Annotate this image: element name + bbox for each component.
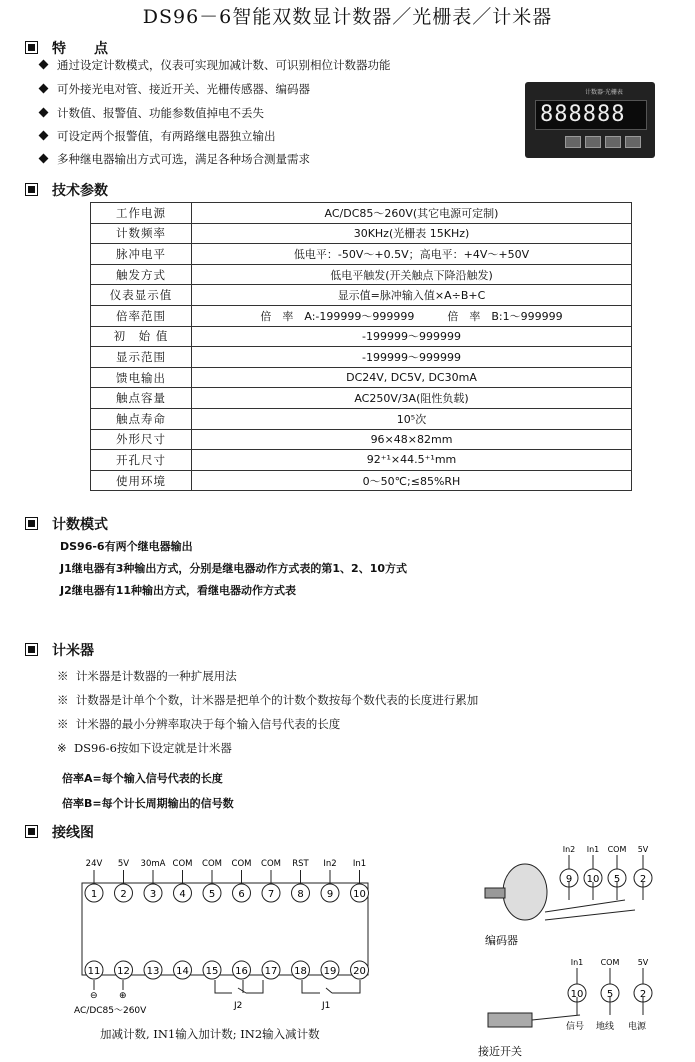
spec-row: [91, 203, 632, 224]
terminal-top-number: 6: [238, 889, 245, 900]
proximity-terminal-number: 10: [570, 989, 584, 1000]
proximity-pin-label: 5V: [637, 958, 649, 967]
spec-row: [91, 244, 632, 265]
terminal-bottom-number: 14: [176, 966, 189, 977]
encoder-shaft: [485, 888, 505, 898]
feature-item: 可设定两个报警值，有两路继电器独立输出: [40, 128, 276, 144]
spec-key: 触点寿命: [91, 408, 192, 429]
spec-row: [91, 450, 632, 471]
meter-rate-a: 倍率A=每个输入信号代表的长度: [62, 772, 223, 785]
proximity-wiring-diagram: [470, 955, 685, 1062]
terminal-top-label: COM: [202, 859, 222, 869]
terminal-top-number: 5: [208, 889, 216, 900]
spec-value: 96×48×82mm: [192, 429, 632, 450]
spec-value: 0～50℃;≤85%RH: [192, 470, 632, 491]
count-mode-line: J1继电器有3种输出方式，分别是继电器动作方式表的第1、2、10方式: [60, 562, 408, 575]
terminal-bottom-number: 19: [323, 966, 337, 977]
spec-row: [91, 408, 632, 429]
device-button: [605, 136, 621, 148]
spec-table: [90, 202, 632, 491]
spec-key: 开孔尺寸: [91, 450, 192, 471]
spec-key: 脉冲电平: [91, 244, 192, 265]
prox-wire-signal: 信号: [566, 1022, 585, 1032]
wiring-caption: 加减计数, IN1输入加计数; IN2输入减计数: [100, 1027, 320, 1041]
spec-key: 触发方式: [91, 264, 192, 285]
section-meter-heading: 计米器: [25, 640, 94, 660]
terminal-bottom-number: 16: [235, 966, 248, 977]
terminal-top-number: 3: [149, 889, 157, 900]
spec-key: 仪表显示值: [91, 285, 192, 306]
spec-row: [91, 388, 632, 409]
terminal-bottom-number: 12: [117, 966, 130, 977]
proximity-switch-label: 接近开关: [478, 1045, 522, 1058]
spec-key: 倍率范围: [91, 305, 192, 326]
encoder-pin-label: In1: [586, 845, 600, 854]
square-bullet-icon: [25, 41, 38, 54]
terminal-bottom-number: 11: [87, 966, 101, 977]
spec-key: 初 始 值: [91, 326, 192, 347]
terminal-top-number: 9: [326, 889, 334, 900]
terminal-top-number: 10: [353, 889, 366, 900]
device-button: [585, 136, 601, 148]
spec-key: 显示范围: [91, 347, 192, 368]
square-bullet-icon: [25, 643, 38, 656]
square-bullet-icon: [25, 517, 38, 530]
page-title: DS96－6智能双数显计数器／光栅表／计米器: [142, 6, 553, 28]
spec-row: [91, 429, 632, 450]
terminal-top-number: 2: [120, 889, 127, 900]
terminal-bottom-number: 20: [353, 966, 366, 977]
terminal-wiring-diagram: [70, 848, 390, 1028]
spec-row: [91, 347, 632, 368]
encoder-wiring-diagram: [475, 840, 685, 950]
spec-value: 低电平触发(开关触点下降沿触发): [192, 264, 632, 285]
terminal-top-label: In2: [323, 859, 337, 869]
terminal-top-label: COM: [231, 859, 252, 869]
spec-value: -199999～999999: [192, 347, 632, 368]
prox-wire-ground: 地线: [596, 1022, 615, 1032]
terminal-bottom-number: 18: [294, 966, 307, 977]
encoder-body: [503, 864, 547, 920]
j2-relay-contact: [215, 980, 263, 993]
prox-wire-power: 电源: [628, 1022, 647, 1032]
proximity-pin-label: COM: [600, 958, 620, 967]
feature-item: 通过设定计数模式，仪表可实现加减计数、可识别相位计数器功能: [40, 57, 391, 73]
spec-row: [91, 223, 632, 244]
section-count-mode-heading: 计数模式: [25, 514, 108, 534]
spec-key: 工作电源: [91, 203, 192, 224]
terminal-top-number: 1: [90, 889, 98, 900]
spec-row: [91, 285, 632, 306]
counter-device-image: [525, 82, 655, 158]
spec-key: 计数频率: [91, 223, 192, 244]
meter-note: ※ 计米器是计数器的一种扩展用法: [57, 669, 237, 683]
section-features-heading: 特 点: [25, 38, 108, 58]
terminal-top-label: 24V: [85, 859, 103, 869]
power-label: AC/DC85～260V: [74, 1006, 147, 1016]
diamond-bullet-icon: [39, 60, 49, 70]
spec-value: 10⁵次: [192, 408, 632, 429]
device-display: 888888: [535, 100, 647, 130]
diamond-bullet-icon: [39, 131, 49, 141]
count-mode-line: DS96-6有两个继电器输出: [60, 540, 193, 553]
proximity-terminal-number: 5: [606, 989, 614, 1000]
encoder-pin-label: 5V: [637, 845, 649, 854]
feature-item: 可外接光电对管、接近开关、光栅传感器、编码器: [40, 81, 310, 97]
encoder-pin-label: In2: [562, 845, 576, 854]
terminal-bottom-number: 15: [205, 966, 219, 977]
proximity-terminal-number: 2: [639, 989, 647, 1000]
terminal-top-label: In1: [352, 859, 367, 869]
feature-item: 多种继电器输出方式可选，满足各种场合测量需求: [40, 151, 310, 167]
spec-key: 馈电输出: [91, 367, 192, 388]
spec-value: 显示值=脉冲输入值×A÷B+C: [192, 285, 632, 306]
encoder-pin-label: COM: [607, 845, 627, 854]
square-bullet-icon: [25, 183, 38, 196]
proximity-sensor-body: [488, 1013, 532, 1027]
meter-rate-b: 倍率B=每个计长周期输出的信号数: [62, 797, 234, 810]
spec-value: AC250V/3A(阻性负载): [192, 388, 632, 409]
count-mode-line: J2继电器有11种输出方式，看继电器动作方式表: [60, 584, 297, 597]
spec-value: 92⁺¹×44.5⁺¹mm: [192, 450, 632, 471]
spec-value: AC/DC85～260V(其它电源可定制): [192, 203, 632, 224]
terminal-top-label: COM: [261, 859, 281, 869]
terminal-bottom-number: 13: [146, 966, 160, 977]
spec-key: 外形尺寸: [91, 429, 192, 450]
minus-icon: ⊖: [90, 991, 98, 1001]
spec-row: [91, 264, 632, 285]
spec-key: 触点容量: [91, 388, 192, 409]
meter-note: ※ 计米器的最小分辨率取决于每个输入信号代表的长度: [57, 717, 341, 731]
spec-row: [91, 470, 632, 491]
terminal-top-label: 30mA: [140, 859, 166, 869]
diamond-bullet-icon: [39, 108, 49, 118]
device-button: [625, 136, 641, 148]
terminal-bottom-number: 17: [264, 966, 278, 977]
section-wiring-heading: 接线图: [25, 822, 94, 842]
j1-label: J1: [322, 1001, 331, 1011]
device-label: 计数器·光栅表: [585, 89, 623, 96]
spec-value: 30KHz(光栅表 15KHz): [192, 223, 632, 244]
spec-value: 低电平：-50V～+0.5V；高电平：+4V～+50V: [192, 244, 632, 265]
encoder-terminal-number: 2: [639, 874, 647, 885]
plus-icon: ⊕: [119, 991, 127, 1001]
terminal-top-label: RST: [292, 859, 309, 869]
spec-value: DC24V, DC5V, DC30mA: [192, 367, 632, 388]
encoder-terminal-number: 5: [613, 874, 621, 885]
terminal-top-number: 4: [179, 889, 186, 900]
device-button: [565, 136, 581, 148]
spec-row: [91, 367, 632, 388]
feature-item: 计数值、报警值、功能参数值掉电不丢失: [40, 105, 264, 121]
j1-relay-contact: [302, 980, 360, 993]
terminal-top-label: 5V: [117, 859, 130, 869]
meter-note: ※ DS96-6按如下设定就是计米器: [57, 741, 232, 755]
spec-value: 倍 率 A:-199999～999999 倍 率 B:1～999999: [192, 305, 632, 326]
j2-label: J2: [234, 1001, 243, 1011]
encoder-terminal-number: 10: [586, 874, 600, 885]
spec-row: [91, 305, 632, 326]
spec-value: -199999～999999: [192, 326, 632, 347]
diamond-bullet-icon: [39, 84, 49, 94]
meter-note: ※ 计数器是计单个个数，计米器是把单个的计数个数按每个数代表的长度进行累加: [57, 693, 479, 707]
diamond-bullet-icon: [39, 154, 49, 164]
proximity-pin-label: In1: [570, 958, 584, 967]
encoder-label: 编码器: [485, 934, 518, 947]
square-bullet-icon: [25, 825, 38, 838]
section-specs-heading: 技术参数: [25, 180, 108, 200]
terminal-top-number: 8: [297, 889, 304, 900]
encoder-terminal-number: 9: [565, 874, 573, 885]
spec-row: [91, 326, 632, 347]
terminal-top-number: 7: [267, 889, 275, 900]
spec-key: 使用环境: [91, 470, 192, 491]
terminal-top-label: COM: [172, 859, 193, 869]
